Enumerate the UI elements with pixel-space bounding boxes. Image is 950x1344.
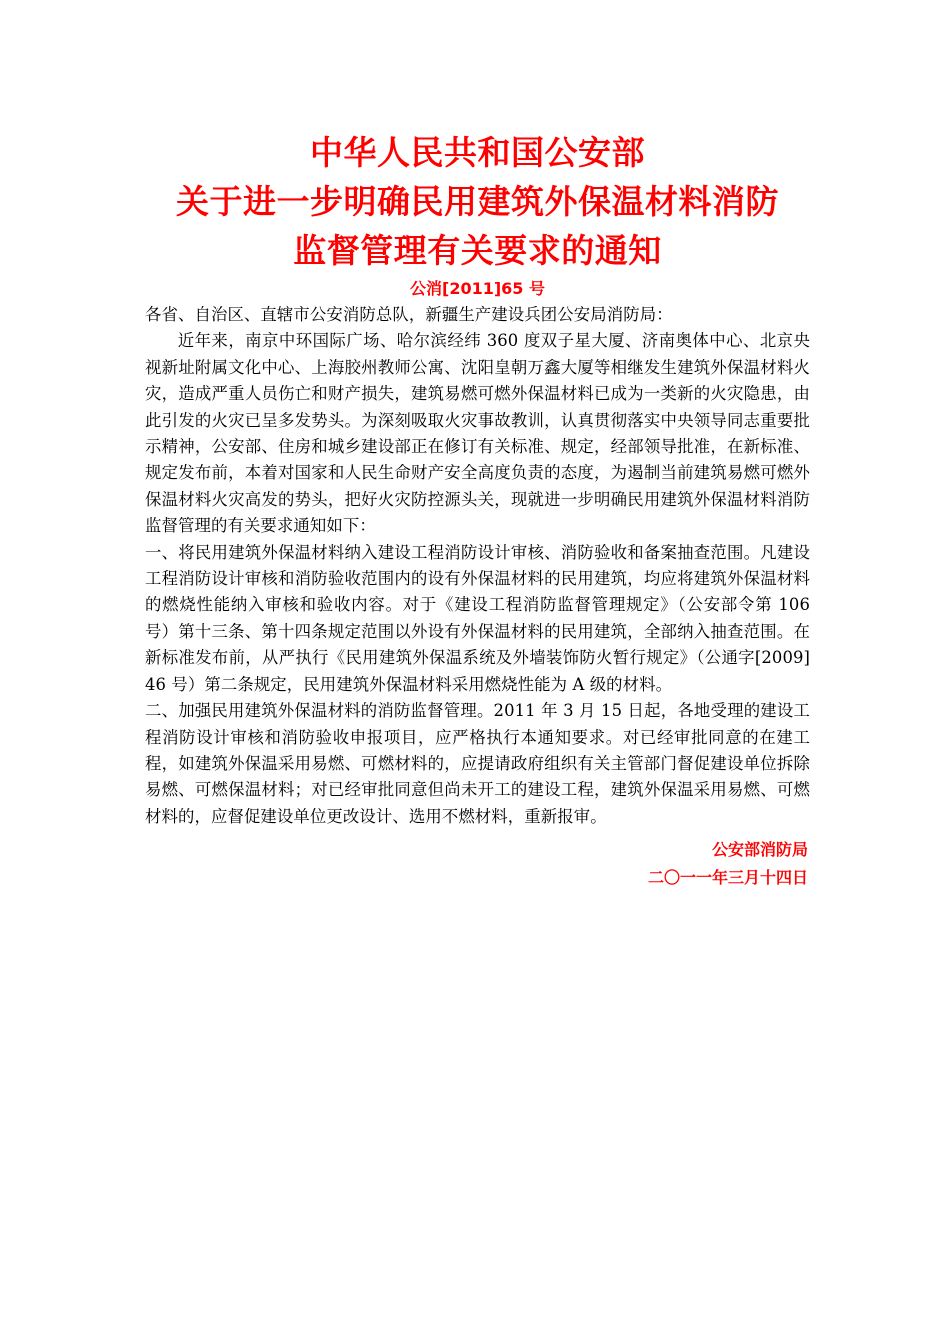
document-page bbox=[145, 128, 810, 892]
intro-paragraph: 近年来，南京中环国际广场、哈尔滨经纬 360 度双子星大厦、济南奥体中心、北京央视新址附属文化中心、上海胶州教师公寓、沈阳皇朝万鑫大厦等相继发生建筑外保温材料火灾，造成严重人员伤亡和财产损失，建筑易燃可燃外保温材料已成为一类新的火灾隐患，由此引发的火灾已呈多发势头。为深刻吸取火灾事故教训，认真贯彻落实中央领导同志重要批示精神，公安部、住房和城乡建设部正在修订有关标准、规定，经部领导批准，在新标准、规定发布前，本着对国家和人民生命财产安全高度负责的态度，为遏制当前建筑易燃可燃外保温材料火灾高发的势头，把好火灾防控源头关，现就进一步明确民用建筑外保温材料消防监督管理的有关要求通知如下： bbox=[145, 331, 810, 536]
signature-block bbox=[145, 836, 810, 892]
issuer-name: 公安部消防局 bbox=[711, 840, 808, 860]
item-1-paragraph: 一、将民用建筑外保温材料纳入建设工程消防设计审核、消防验收和备案抽查范围。凡建设工程消防设计审核和消防验收范围内的设有外保温材料的民用建筑，均应将建筑外保温材料的燃烧性能纳入审核和验收内容。对于《建设工程消防监督管理规定》（公安部令第 106 号）第十三条、第十四条规定范围以外设有外保温材料的民用建筑，全部纳入抽查范围。在新标准发布前，从严执行《民用建筑外保温系统及外墙装饰防火暂行规定》（公通字[2009]46 号）第二条规定，民用建筑外保温材料采用燃烧性能为 A 级的材料。 bbox=[145, 542, 810, 694]
title-line-2: 关于进一步明确民用建筑外保温材料消防 bbox=[176, 182, 779, 221]
item-2-paragraph: 二、加强民用建筑外保温材料的消防监督管理。2011 年 3 月 15 日起，各地受理的建设工程消防设计审核和消防验收申报项目，应严格执行本通知要求。对已经审批同意的在建工程，如建筑外保温采用易燃、可燃材料的，应提请政府组织有关主管部门督促建设单位拆除易燃、可燃保温材料；对已经审批同意但尚未开工的建设工程，建筑外保温采用易燃、可燃材料的，应督促建设单位更改设计、选用不燃材料，重新报审。 bbox=[145, 701, 810, 826]
title-line-3: 监督管理有关要求的通知 bbox=[293, 231, 662, 270]
title-line-1: 中华人民共和国公安部 bbox=[310, 133, 645, 172]
salutation: 各省、自治区、直辖市公安消防总队，新疆生产建设兵团公安局消防局： bbox=[145, 305, 673, 324]
issue-date: 二〇一一年三月十四日 bbox=[647, 868, 808, 888]
document-number: 公消[2011]65 号 bbox=[410, 279, 545, 298]
